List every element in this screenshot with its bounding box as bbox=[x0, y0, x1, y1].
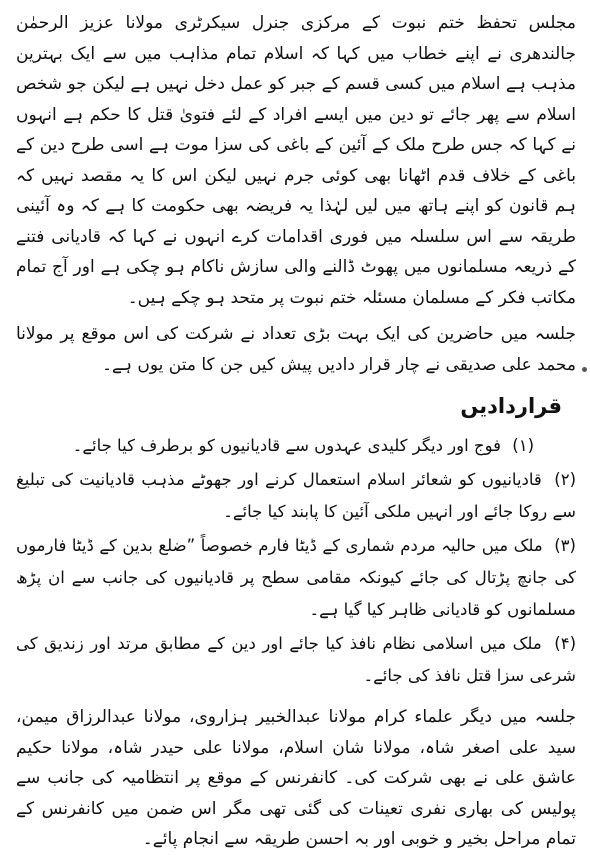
resolution-number: (۴) bbox=[554, 634, 576, 653]
resolution-item-2 bbox=[16, 464, 576, 528]
resolution-number: (۲) bbox=[554, 470, 576, 489]
resolution-number: (۱) bbox=[512, 436, 534, 455]
resolution-item-4 bbox=[16, 628, 576, 692]
resolution-item-3 bbox=[16, 530, 576, 626]
resolution-text: ملک میں حالیہ مردم شماری کے ڈیٹا فارم خصوصاً ”ضلع بدین کے ڈیٹا فارموں کی جانچ پڑتال کی جائے کیونکہ مقامی سطح پر قادیانیوں کی جانب سے ان پڑھ مسلمانوں کو قادیانی ظاہر کیا گیا ہے۔ bbox=[16, 536, 576, 619]
resolutions-intro-paragraph: جلسہ میں حاضرین کی ایک بہت بڑی تعداد نے شرکت کی اس موقع پر مولانا محمد علی صدیقی نے چار قرار دادیں پیش کیں جن کا متن یوں ہے۔ bbox=[16, 324, 576, 375]
closing-paragraph: جلسہ میں دیگر علماء کرام مولانا عبدالخبیر ہزاروی، مولانا عبدالرزاق میمن، سید علی اصغر شاہ، مولانا شان اسلام، مولانا علی حیدر شاہ، مولانا حکیم عاشق علی نے بھی شرکت کی۔ کانفرنس کے موقع پر انتظامیہ کی جانب سے پولیس کی بھاری نفری تعینات کی گئی تھی مگر اس ضمن میں کانفرنس کے تمام مراحل بخیر و خوبی اور بہ احسن طریقہ سے انجام پائے۔ bbox=[16, 707, 576, 849]
resolution-text: ملک میں اسلامی نظام نافذ کیا جائے اور دین کے مطابق مرتد اور زندیق کی شرعی سزا قتل نافذ کی جائے۔ bbox=[16, 634, 576, 685]
resolution-text: قادیانیوں کو شعائر اسلام استعمال کرنے اور جھوٹے مذہب قادیانیت کی تبلیغ سے روکا جائے اور انہیں ملکی آئین کا پابند کیا جائے۔ bbox=[16, 470, 576, 521]
resolution-number: (۳) bbox=[554, 536, 576, 555]
resolution-item-1 bbox=[16, 430, 576, 462]
resolutions-heading: قراردادیں bbox=[460, 394, 562, 418]
intro-paragraph: مجلس تحفظ ختم نبوت کے مرکزی جنرل سیکرٹری مولانا عزیز الرحمٰن جالندھری نے اپنے خطاب میں کہا کہ اسلام تمام مذاہب میں سے ایک بہترین مذہب ہے اسلام میں کسی قسم کے جبر کو عمل دخل نہیں ہے لیکن جو شخص اسلام سے پھر جائے تو دین میں ایسے افراد کے لئے فتویٰ قتل کا حکم ہے انہوں نے کہا کہ جس طرح ملک کے آئین کے باغی کی سزا موت ہے اسی طرح دین کے باغی کے خلاف قدم اٹھانا بھی کوئی جرم نہیں لیکن اس کا یہ مقصد نہیں کہ ہم قانون کو اپنے ہاتھ میں لیں لہٰذا یہ فریضہ بھی حکومت کا ہے کہ وہ آئینی طریقہ سے اس سلسلہ میں فوری اقدامات کرے انہوں نے کہا کہ قادیانی فتنے کے ذریعہ مسلمانوں میں پھوٹ ڈالنے والی سازش ناکام ہو چکی ہے اور آج تمام مکاتب فکر کے مسلمان مسئلہ ختم نبوت پر متحد ہو چکے ہیں۔ bbox=[16, 13, 576, 308]
margin-mark bbox=[582, 367, 587, 372]
resolution-text: فوج اور دیگر کلیدی عہدوں سے قادیانیوں کو برطرف کیا جائے۔ bbox=[72, 436, 501, 455]
